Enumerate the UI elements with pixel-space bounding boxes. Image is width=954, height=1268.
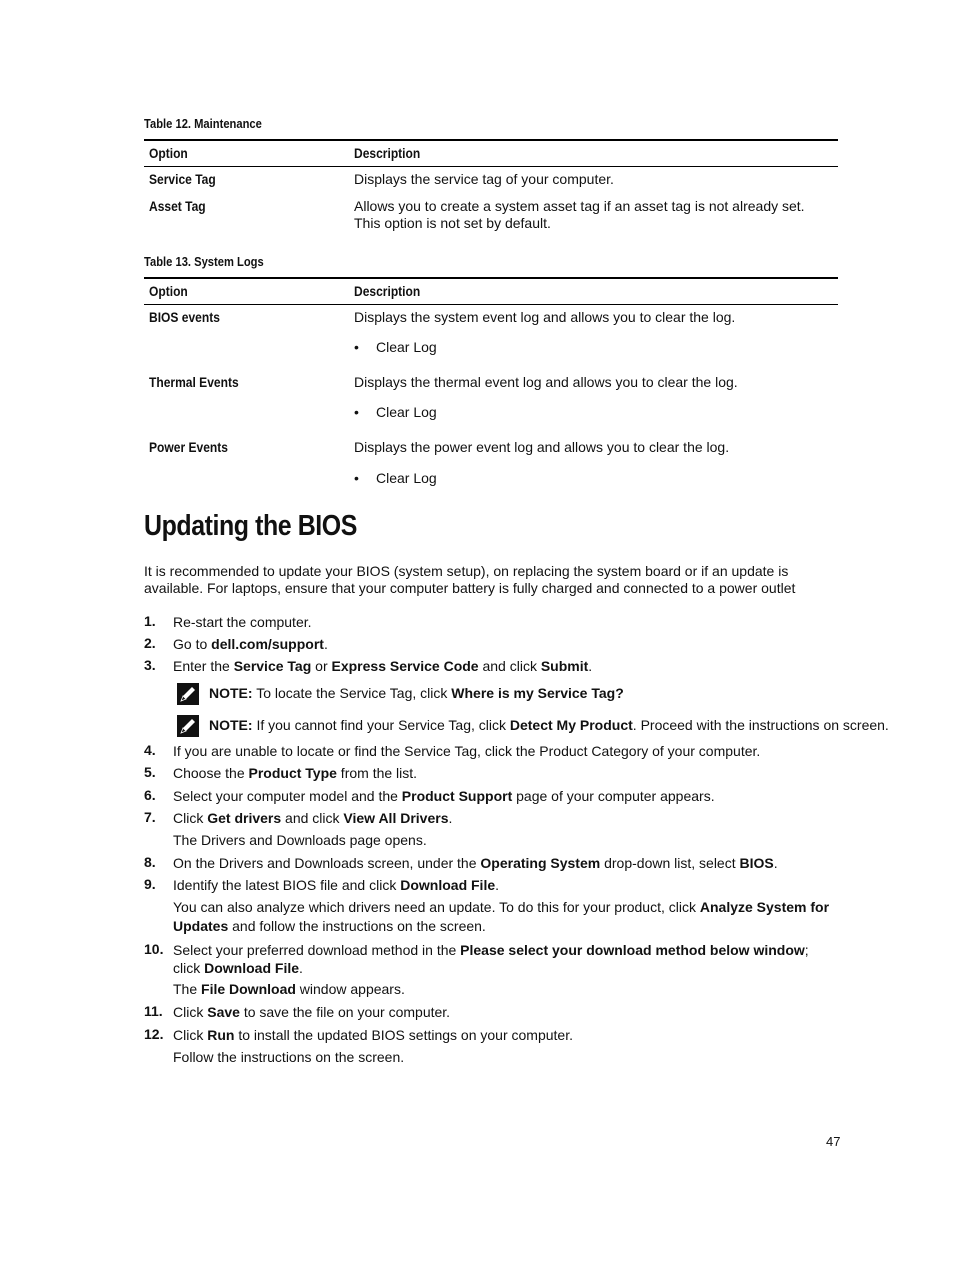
description-cell: Allows you to create a system asset tag if an asset tag is not already set. This option is not set by default. xyxy=(354,198,805,231)
step-continuation: Follow the instructions on the screen. xyxy=(173,1049,405,1065)
table-13-caption: Table 13. System Logs xyxy=(144,254,264,269)
option-cell: BIOS events xyxy=(149,309,220,325)
maintenance-table xyxy=(144,139,838,167)
bullet-icon: • xyxy=(354,404,359,420)
step-continuation: The File Download window appears. xyxy=(173,981,405,997)
intro-paragraph: It is recommended to update your BIOS (system setup), on replacing the system board or if an update is available. For laptops, ensure that your computer battery is fully charged and connected to a power outlet xyxy=(144,563,796,596)
table-header xyxy=(144,277,838,305)
option-cell: Thermal Events xyxy=(149,374,239,390)
note-pencil-icon xyxy=(177,715,199,737)
header-option: Option xyxy=(149,283,188,299)
table-12-caption: Table 12. Maintenance xyxy=(144,116,262,131)
description-cell: Displays the thermal event log and allows you to clear the log. xyxy=(354,374,738,390)
bullet-icon: • xyxy=(354,470,359,486)
step-continuation: The Drivers and Downloads page opens. xyxy=(173,832,427,848)
note-pencil-icon xyxy=(177,683,199,705)
section-title: Updating the BIOS xyxy=(144,510,357,542)
bullet-icon: • xyxy=(354,339,359,355)
page-number: 47 xyxy=(826,1134,841,1149)
description-cell: Displays the service tag of your computer. xyxy=(354,171,614,187)
table-header xyxy=(144,139,838,167)
system-logs-table xyxy=(144,277,838,305)
option-cell: Power Events xyxy=(149,439,228,455)
header-option: Option xyxy=(149,145,188,161)
option-cell: Asset Tag xyxy=(149,198,206,214)
option-cell: Service Tag xyxy=(149,171,216,187)
description-cell: Displays the power event log and allows you to clear the log. xyxy=(354,439,730,455)
dell-support-link[interactable]: dell.com/support xyxy=(211,636,324,652)
step-continuation: You can also analyze which drivers need an update. To do this for your product, click Analyze System for Updates and follow the instructions on the screen. xyxy=(173,899,830,934)
description-cell: Displays the system event log and allows you to clear the log. xyxy=(354,309,736,325)
header-description: Description xyxy=(354,283,421,299)
header-description: Description xyxy=(354,145,421,161)
